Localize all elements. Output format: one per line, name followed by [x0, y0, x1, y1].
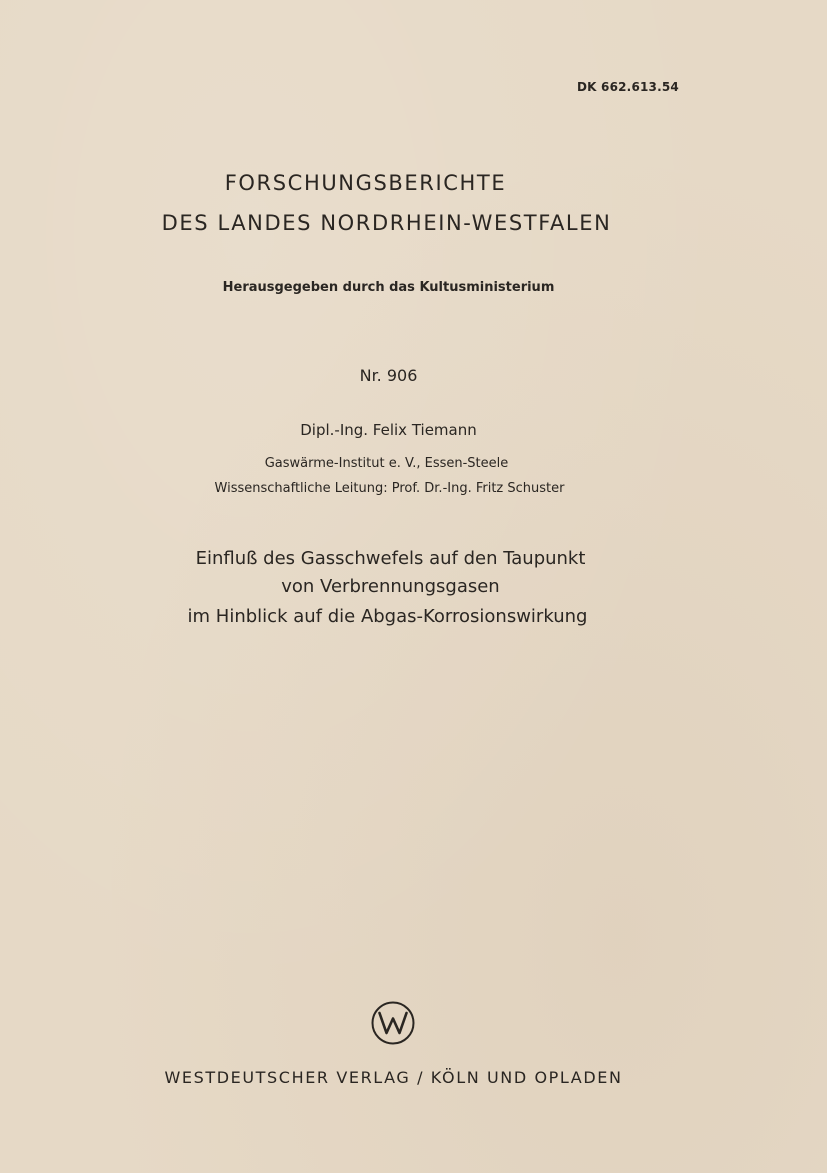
- report-title-line-2: von Verbrennungsgasen: [281, 576, 500, 597]
- publisher-name: WESTDEUTSCHER VERLAG / KÖLN UND OPLADEN: [164, 1068, 623, 1087]
- author-name: Dipl.-Ing. Felix Tiemann: [300, 421, 477, 439]
- institution-line-2: Wissenschaftliche Leitung: Prof. Dr.-Ing. Fritz Schuster: [214, 481, 565, 496]
- issue-number: Nr. 906: [359, 366, 418, 385]
- report-title-line-3: im Hinblick auf die Abgas-Korrosionswirkung: [187, 606, 588, 627]
- editor-line: Herausgegeben durch das Kultusministerium: [222, 280, 555, 295]
- series-title-line-1: FORSCHUNGSBERICHTE: [224, 171, 507, 195]
- report-title-line-1: Einfluß des Gasschwefels auf den Taupunkt: [195, 548, 586, 569]
- westdeutscher-verlag-logo-icon: [370, 1000, 416, 1046]
- series-title-line-2: DES LANDES NORDRHEIN-WESTFALEN: [161, 211, 612, 235]
- dk-classification-number: DK 662.613.54: [577, 80, 679, 94]
- institution-line-1: Gaswärme-Institut e. V., Essen-Steele: [264, 456, 509, 471]
